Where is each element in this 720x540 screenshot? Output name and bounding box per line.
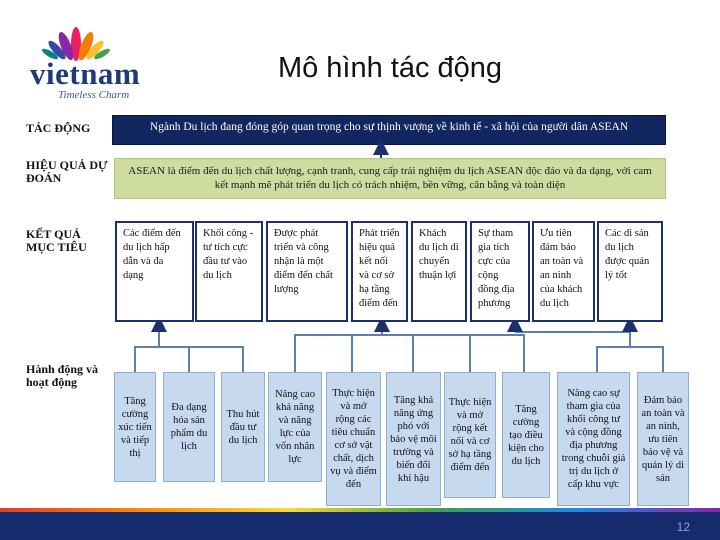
expected-box: ASEAN là điểm đến du lịch chất lượng, cạnh tranh, cung cấp trải nghiệm du lịch ASEAN độc đáo và đa dạng, với cam kết mạnh mẽ phát triển du lịch có trách nhiệm, bền vững, cân bằng và toàn diện [114, 158, 666, 199]
logo-wordmark: vietnam [30, 56, 141, 91]
impact-box: Ngành Du lịch đang đóng góp quan trọng cho sự thịnh vượng về kinh tế - xã hội của người dân ASEAN [112, 115, 666, 145]
page-number: 12 [676, 520, 690, 534]
goal-box-4: Phát triển hiệu quả kết nối và cơ sở hạ tầng điểm đến [351, 221, 408, 322]
row-label-expected: HIỆU QUẢ DỰ ĐOÁN [26, 158, 108, 185]
action-box-1: Tăng cường xúc tiến và tiếp thị [114, 372, 156, 482]
goal-box-1: Các điểm đến du lịch hấp dẫn và đa dạng [115, 221, 194, 322]
goal-box-3: Được phát triển và công nhận là một điểm đến chất lượng [266, 221, 348, 322]
goal-box-8: Các di sản du lịch được quản lý tốt [597, 221, 663, 322]
action-box-3: Thu hút đầu tư du lịch [221, 372, 265, 482]
goal-box-7: Ưu tiên đảm bảo an toàn và an ninh của khách du lịch [532, 221, 595, 322]
action-box-2: Đa dạng hóa sản phẩm du lịch [163, 372, 215, 482]
action-box-7: Thực hiện và mở rộng kết nối và cơ sở hạ tầng điểm đến [444, 372, 496, 498]
action-box-9: Nâng cao sự tham gia của khối công tư và cộng đồng địa phương trong chuỗi giá trị du lịch ở cấp khu vực [557, 372, 630, 506]
goal-box-2: Khối công - tư tích cực đầu tư vào du lịch [195, 221, 263, 322]
goal-box-6: Sự tham gia tích cực của cộng đồng địa phương [470, 221, 530, 322]
footer-bar [0, 512, 720, 540]
action-box-4: Nâng cao khả năng và năng lực của vốn nhân lực [268, 372, 322, 482]
action-box-6: Tăng khả năng ứng phó với bảo vệ môi trường và biến đổi khí hậu [386, 372, 441, 506]
row-label-goals: KẾT QUẢ MỤC TIÊU [26, 227, 87, 254]
action-box-10: Đảm bảo an toàn và an ninh, ưu tiên bảo vệ và quản lý di sản [637, 372, 689, 506]
row-label-impact: TÁC ĐỘNG [26, 121, 91, 135]
action-box-8: Tăng cường tạo điều kiện cho du lịch [502, 372, 550, 498]
logo-tagline: Timeless Charm [58, 89, 130, 101]
goal-box-5: Khách du lịch di chuyển thuận lợi [411, 221, 467, 322]
slide-title: Mô hình tác động [277, 52, 503, 84]
row-label-actions: Hành động và hoạt động [26, 362, 99, 389]
action-box-5: Thực hiện và mở rộng các tiêu chuẩn cơ sở vật chất, dịch vụ và điểm đến [326, 372, 381, 506]
